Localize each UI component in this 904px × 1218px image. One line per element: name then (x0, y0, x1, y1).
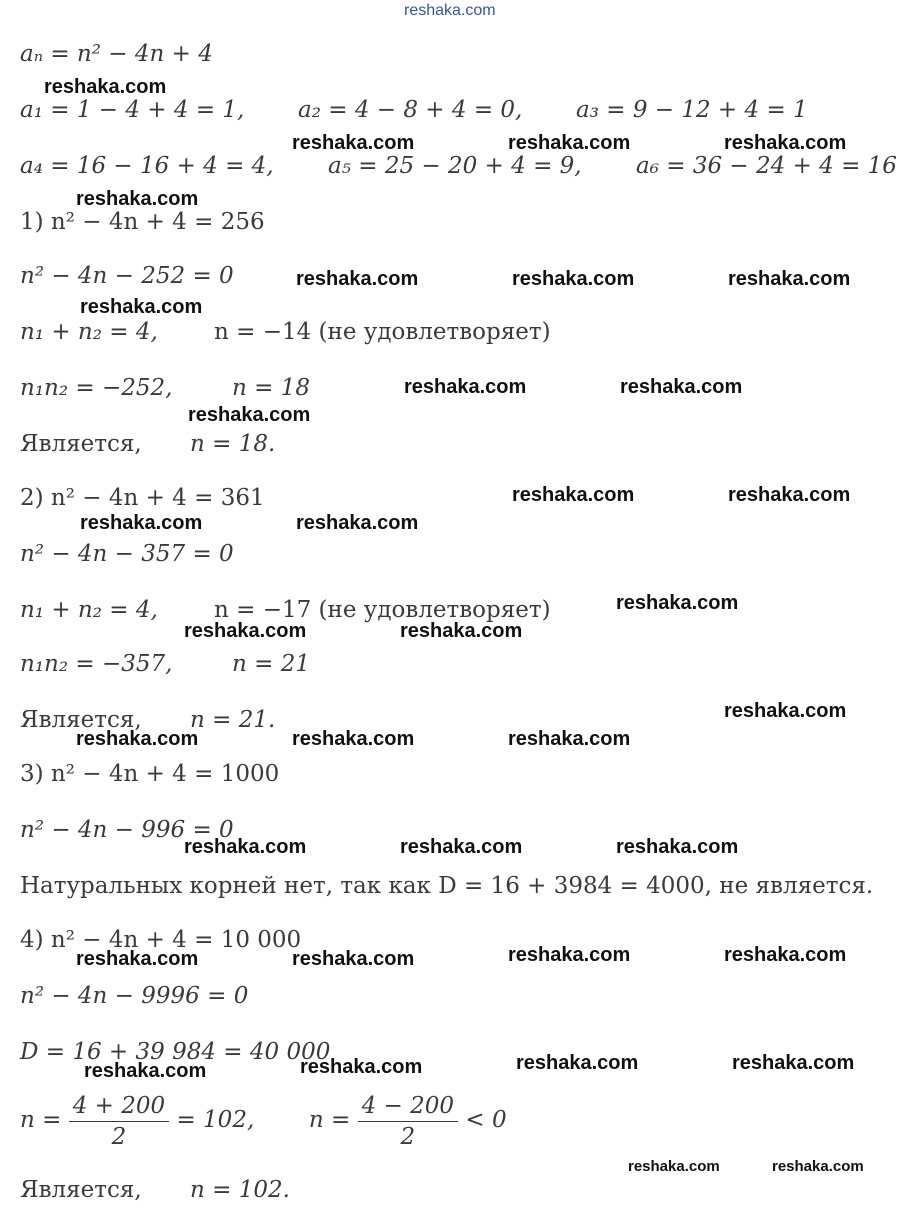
case2-answer-label: Является, (20, 707, 142, 733)
watermark: reshaka.com (296, 268, 419, 290)
case3-conclusion: Натуральных корней нет, так как D = 16 + 3984 = 4000, не является. (20, 873, 874, 899)
case4-answer-value: n = 102. (190, 1177, 290, 1203)
watermark: reshaka.com (184, 620, 307, 642)
watermark: reshaka.com (628, 1158, 720, 1175)
case2-product: n₁n₂ = −357, (20, 651, 173, 677)
watermark: reshaka.com (616, 836, 739, 858)
case4-fraction-1-numerator: 4 + 200 (69, 1091, 169, 1122)
watermark: reshaka.com (724, 700, 847, 722)
term-a6: a₆ = 36 − 24 + 4 = 16 (636, 153, 897, 179)
case4-fraction-1-result: = 102, (176, 1107, 255, 1133)
case4-fraction-2-numerator: 4 − 200 (358, 1091, 458, 1122)
watermark: reshaka.com (772, 1158, 864, 1175)
case1-product: n₁n₂ = −252, (20, 375, 173, 401)
case1-root-negative: n = −14 (не удовлетворяет) (214, 319, 551, 345)
case4-answer-label: Является, (20, 1177, 142, 1203)
term-a5: a₅ = 25 − 20 + 4 = 9, (328, 153, 582, 179)
case4-fraction-2-result: < 0 (465, 1107, 507, 1133)
watermark: reshaka.com (184, 836, 307, 858)
case1-sum: n₁ + n₂ = 4, (20, 319, 158, 345)
watermark: reshaka.com (76, 188, 199, 210)
watermark: reshaka.com (516, 1052, 639, 1074)
watermark: reshaka.com (732, 1052, 855, 1074)
case4-roots-row (20, 1090, 507, 1152)
watermark: reshaka.com (728, 268, 851, 290)
watermark: reshaka.com (508, 944, 631, 966)
case2-answer-value: n = 21. (190, 707, 276, 733)
watermark: reshaka.com (296, 512, 419, 534)
watermark: reshaka.com (404, 376, 527, 398)
watermark: reshaka.com (724, 944, 847, 966)
watermark: reshaka.com (728, 484, 851, 506)
watermark: reshaka.com (76, 728, 199, 750)
watermark: reshaka.com (188, 404, 311, 426)
watermark: reshaka.com (400, 836, 523, 858)
watermark: reshaka.com (512, 484, 635, 506)
watermark: reshaka.com (292, 948, 415, 970)
case4-reduced: n² − 4n − 9996 = 0 (20, 983, 249, 1009)
watermark: reshaka.com (80, 512, 203, 534)
case1-reduced: n² − 4n − 252 = 0 (20, 263, 234, 289)
watermark: reshaka.com (300, 1056, 423, 1078)
case3-equation: 3) n² − 4n + 4 = 1000 (20, 761, 280, 787)
case2-root-negative: n = −17 (не удовлетворяет) (214, 597, 551, 623)
watermark: reshaka.com (724, 132, 847, 154)
watermark: reshaka.com (292, 132, 415, 154)
case2-equation: 2) n² − 4n + 4 = 361 (20, 485, 265, 511)
watermark: reshaka.com (616, 592, 739, 614)
watermark: reshaka.com (508, 728, 631, 750)
case2-root-positive: n = 21 (232, 651, 310, 677)
watermark: reshaka.com (512, 268, 635, 290)
case4-fraction-2-denominator: 2 (400, 1123, 416, 1150)
term-a3: a₃ = 9 − 12 + 4 = 1 (576, 97, 808, 123)
term-a4: a₄ = 16 − 16 + 4 = 4, (20, 153, 274, 179)
site-header-link[interactable]: reshaka.com (404, 2, 496, 19)
case1-root-positive: n = 18 (232, 375, 310, 401)
case2-sum: n₁ + n₂ = 4, (20, 597, 158, 623)
watermark: reshaka.com (80, 296, 203, 318)
watermark: reshaka.com (400, 620, 523, 642)
case4-discriminant: D = 16 + 39 984 = 40 000 (20, 1039, 331, 1065)
watermark: reshaka.com (508, 132, 631, 154)
case4-equation: 4) n² − 4n + 4 = 10 000 (20, 927, 302, 953)
case4-n-eq-2: n = (308, 1107, 351, 1133)
watermark: reshaka.com (44, 76, 167, 98)
term-a1: a₁ = 1 − 4 + 4 = 1, (20, 97, 245, 123)
case4-fraction-2 (358, 1091, 458, 1152)
case2-reduced: n² − 4n − 357 = 0 (20, 541, 234, 567)
watermark: reshaka.com (620, 376, 743, 398)
case4-fraction-1-denominator: 2 (111, 1123, 127, 1150)
case1-equation: 1) n² − 4n + 4 = 256 (20, 209, 265, 235)
case1-answer-label: Является, (20, 431, 142, 457)
case3-reduced: n² − 4n − 996 = 0 (20, 817, 234, 843)
watermark: reshaka.com (84, 1060, 207, 1082)
watermark: reshaka.com (292, 728, 415, 750)
case4-fraction-1 (69, 1091, 169, 1152)
term-a2: a₂ = 4 − 8 + 4 = 0, (298, 97, 523, 123)
case4-n-eq-1: n = (20, 1107, 62, 1133)
case1-answer-value: n = 18. (190, 431, 276, 457)
sequence-formula: aₙ = n² − 4n + 4 (20, 41, 213, 67)
watermark: reshaka.com (76, 948, 199, 970)
